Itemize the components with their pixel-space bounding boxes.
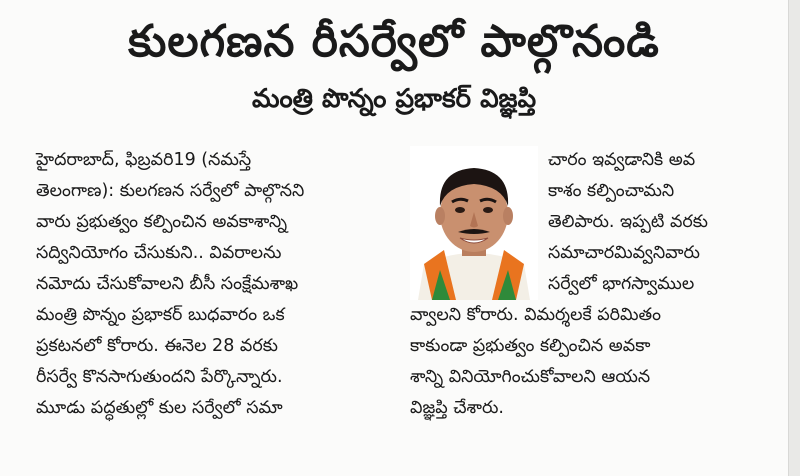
text-line: కాకుండా ప్రభుత్వం కల్పించిన అవకా [410,336,651,356]
text-line: చారం ఇవ్వడానికి అవ [548,150,696,170]
text-line: మూడు పద్ధతుల్లో కుల సర్వేలో సమా [36,398,283,418]
text-line: సర్వేలో భాగస్వాముల [548,274,695,294]
text-line: విజ్ఞప్తి చేశారు. [410,398,504,418]
headline: కులగణన రీసర్వేలో పాల్గొనండి [128,16,660,67]
text-line: సద్వినియోగం చేసుకుని.. వివరాలను [36,243,282,263]
page-edge [788,0,800,476]
text-line: తెలిపారు. ఇప్పటి వరకు [548,212,708,232]
text-line: వారు ప్రభుత్వం కల్పించిన అవకాశాన్ని [36,212,288,232]
text-line: రీసర్వే కొనసాగుతుందని పేర్కొన్నారు. [36,367,283,387]
text-line: తెలంగాణ): కులగణన సర్వేలో పాల్గొనని [36,181,305,201]
article-left-column [36,145,396,424]
article-right-column-top [548,145,758,300]
text-line: శాన్ని వినియోగించుకోవాలని ఆయన [410,367,651,387]
text-line: సమాచారమివ్వనివారు [548,243,700,263]
text-line: మంత్రి పొన్నం ప్రభాకర్ బుధవారం ఒక [36,305,285,325]
text-line: ప్రకటనలో కోరారు. ఈనెల 28 వరకు [36,336,278,356]
minister-photo [410,146,538,300]
article-right-column-bottom [410,300,760,424]
text-line: కాశం కల్పించామని [548,181,675,201]
subheadline: మంత్రి పొన్నం ప్రభాకర్ విజ్ఞప్తి [251,84,537,114]
text-line: వ్వాలని కోరారు. విమర్శలకే పరిమితం [410,305,662,325]
text-line: హైదరాబాద్, ఫిబ్రవరి19 (నమస్తే [36,150,252,170]
text-line: నమోదు చేసుకోవాలని బీసీ సంక్షేమశాఖ [36,274,299,294]
portrait-image [410,146,538,300]
